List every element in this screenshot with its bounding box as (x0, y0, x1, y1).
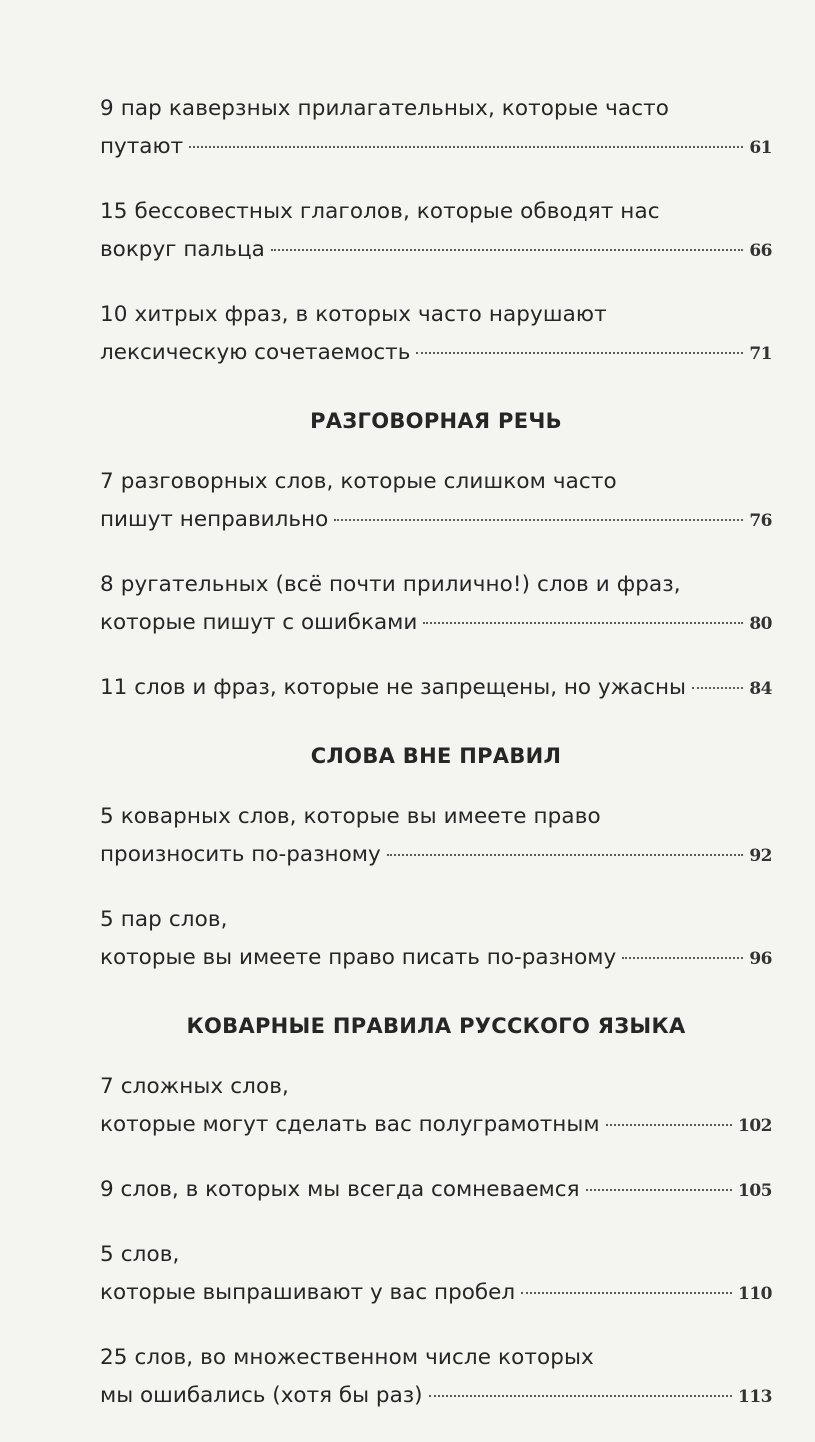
toc-entry-title-line: пишут неправильно (100, 507, 329, 532)
page-number: 113 (738, 1387, 772, 1407)
toc-entry[interactable] (100, 463, 772, 540)
toc-entry[interactable] (100, 798, 772, 875)
toc-entry-title-line: вокруг пальца (100, 237, 265, 262)
table-of-contents (100, 90, 772, 1442)
page-number: 110 (738, 1284, 772, 1304)
toc-entry-title-line: 11 слов и фраз, которые не запрещены, но ужасны (100, 675, 687, 700)
toc-entry-title-line: 5 коварных слов, которые вы имеете право (100, 804, 601, 829)
toc-section (100, 409, 772, 708)
dot-leader (606, 1124, 732, 1126)
dot-leader (271, 249, 744, 251)
page-number: 66 (749, 241, 772, 261)
toc-entry-title-line: произносить по-разному (100, 842, 381, 867)
dot-leader (692, 687, 743, 689)
dot-leader (429, 1395, 732, 1397)
dot-leader (334, 519, 743, 521)
toc-entry-title-line: мы ошибались (хотя бы раз) (100, 1383, 423, 1408)
toc-entry-title-line: путают (100, 134, 184, 159)
toc-entry-title-line: лексическую сочетаемость (100, 340, 411, 365)
section-heading: РАЗГОВОРНАЯ РЕЧЬ (310, 409, 562, 433)
toc-entry-title-line: которые могут сделать вас полуграмотным (100, 1112, 600, 1137)
toc-entry[interactable] (100, 90, 772, 167)
toc-entry-last-line (100, 1274, 772, 1313)
toc-entry[interactable] (100, 1068, 772, 1145)
toc-entry-title-line: которые выпрашивают у вас пробел (100, 1280, 516, 1305)
toc-entry-title-line: 9 слов, в которых мы всегда сомневаемся (100, 1177, 580, 1202)
toc-entry-title-line: 7 разговорных слов, которые слишком часто (100, 469, 617, 494)
toc-entry[interactable] (100, 669, 772, 708)
toc-entry-title-line: которые пишут с ошибками (100, 610, 418, 635)
toc-entry[interactable] (100, 901, 772, 978)
page-number: 96 (749, 949, 772, 969)
toc-entry-last-line (100, 231, 772, 270)
toc-entry-last-line (100, 334, 772, 373)
toc-entry-title-line: 10 хитрых фраз, в которых часто нарушают (100, 302, 607, 327)
dot-leader (586, 1189, 732, 1191)
toc-entry-last-line (100, 1106, 772, 1145)
page-number: 102 (738, 1116, 772, 1136)
page-number: 84 (749, 679, 772, 699)
page-number: 71 (749, 344, 772, 364)
page-number: 76 (749, 511, 772, 531)
toc-entry[interactable] (100, 193, 772, 270)
toc-entry-title-line: 5 пар слов, (100, 907, 228, 932)
dot-leader (189, 146, 743, 148)
toc-entry[interactable] (100, 1171, 772, 1210)
toc-entry-last-line (100, 669, 772, 708)
toc-entry-last-line (100, 128, 772, 167)
toc-entry-title-line: 15 бессовестных глаголов, которые обводят нас (100, 199, 660, 224)
toc-entry[interactable] (100, 566, 772, 643)
dot-leader (521, 1292, 732, 1294)
section-heading: СЛОВА ВНЕ ПРАВИЛ (310, 744, 562, 768)
toc-entry-last-line (100, 939, 772, 978)
toc-entry-title-line: 25 слов, во множественном числе которых (100, 1345, 594, 1370)
toc-entry-last-line (100, 836, 772, 875)
toc-entry[interactable] (100, 1339, 772, 1416)
toc-entry-last-line (100, 1377, 772, 1416)
toc-entry-title-line: которые вы имеете право писать по-разному (100, 945, 617, 970)
dot-leader (416, 352, 743, 354)
toc-entry-title-line: 7 сложных слов, (100, 1074, 289, 1099)
toc-section (100, 90, 772, 373)
toc-entry[interactable] (100, 296, 772, 373)
dot-leader (387, 854, 744, 856)
page-number: 61 (749, 138, 772, 158)
toc-entry-last-line (100, 604, 772, 643)
toc-entry-title-line: 5 слов, (100, 1242, 180, 1267)
toc-section (100, 1014, 772, 1416)
toc-section (100, 744, 772, 978)
dot-leader (622, 957, 743, 959)
page-number: 92 (749, 846, 772, 866)
toc-entry[interactable] (100, 1236, 772, 1313)
dot-leader (423, 622, 743, 624)
toc-entry-title-line: 9 пар каверзных прилагательных, которые часто (100, 96, 669, 121)
toc-entry-last-line (100, 1171, 772, 1210)
section-heading: КОВАРНЫЕ ПРАВИЛА РУССКОГО ЯЗЫКА (186, 1014, 686, 1038)
page-number: 80 (749, 614, 772, 634)
page-number: 105 (738, 1181, 772, 1201)
toc-entry-last-line (100, 501, 772, 540)
toc-entry-title-line: 8 ругательных (всё почти прилично!) слов и фраз, (100, 572, 681, 597)
